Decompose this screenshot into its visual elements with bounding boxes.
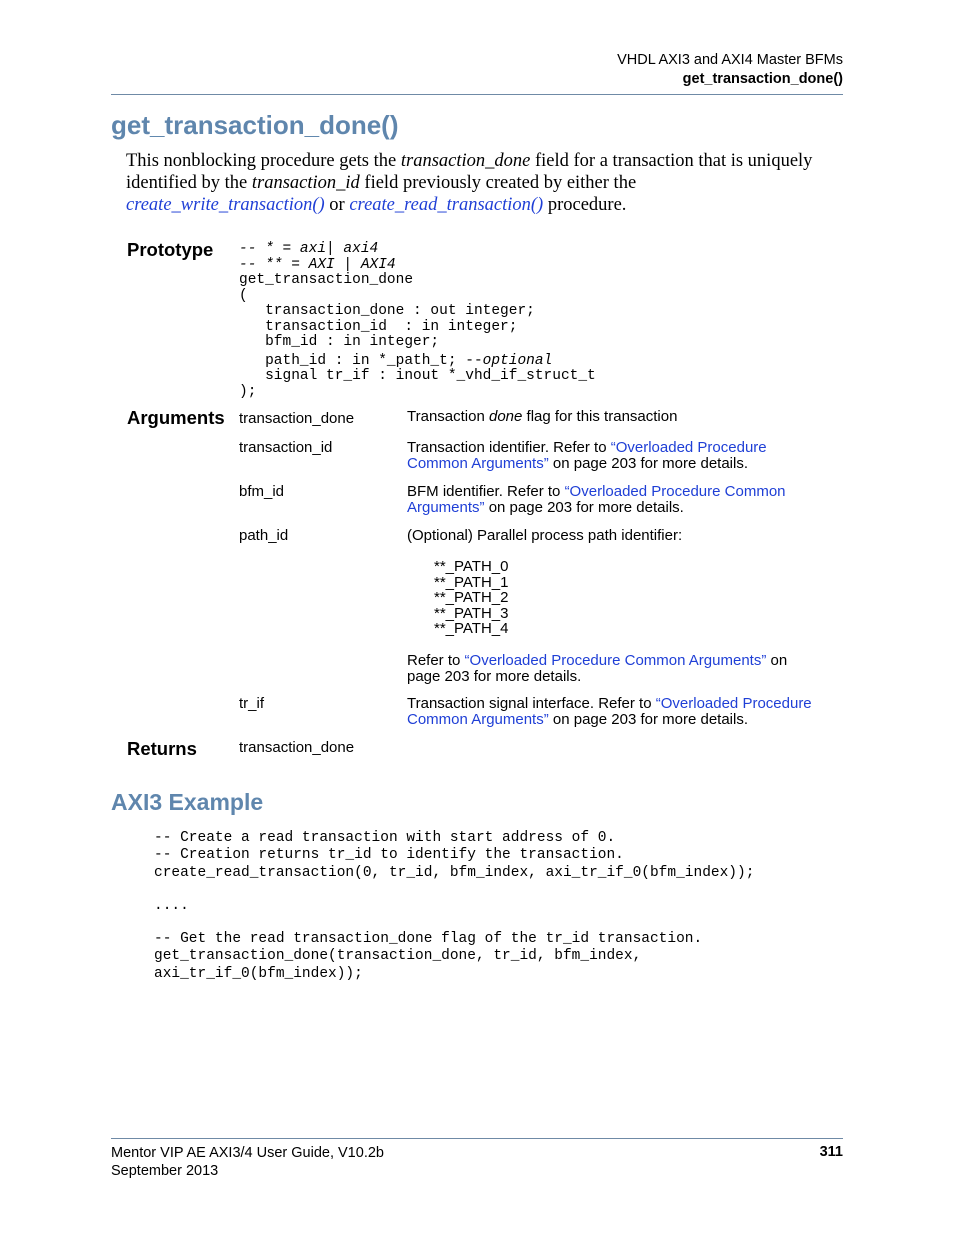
overloaded-args-link[interactable]: “Overloaded Procedure Common [564, 483, 786, 500]
prototype-line: transaction_done : out integer; [239, 303, 535, 319]
prototype-label: Prototype [127, 239, 214, 260]
example-ellipsis: .... [154, 897, 189, 914]
page-title: get_transaction_done() [111, 110, 399, 140]
arg-text: Transaction [407, 408, 489, 425]
arg-name-transaction-done: transaction_done [239, 410, 355, 427]
create-write-transaction-link[interactable]: create_write_transaction() [126, 195, 325, 215]
path-value: **_PATH_0 [434, 558, 509, 575]
intro-line-1 [126, 150, 846, 172]
arg-text: on [766, 652, 788, 669]
arg-name-path-id: path_id [239, 527, 289, 544]
arg-desc-line: page 203 for more details. [407, 668, 582, 685]
intro-text: procedure. [543, 195, 627, 215]
intro-text: field previously created by either the [359, 173, 637, 193]
prototype-line: get_transaction_done [239, 272, 414, 288]
example-line: -- Creation returns tr_id to identify the transaction. [154, 847, 624, 864]
arguments-label: Arguments [127, 407, 225, 428]
arg-text: Transaction signal interface. Refer to [407, 695, 656, 712]
overloaded-args-link[interactable]: Common Arguments” [407, 711, 549, 728]
prototype-line: path_id : in *_path_t; -- [239, 352, 483, 369]
intro-text: This nonblocking procedure gets the [126, 151, 401, 171]
overloaded-args-link[interactable]: “Overloaded Procedure [610, 439, 767, 456]
overloaded-args-link[interactable]: Arguments” [407, 499, 485, 516]
overloaded-args-link[interactable]: “Overloaded Procedure [655, 695, 812, 712]
prototype-line: ); [239, 383, 257, 400]
arg-desc-line [407, 712, 837, 728]
path-value: **_PATH_3 [434, 604, 509, 622]
prototype-line: transaction_id : in integer; [239, 318, 518, 335]
intro-em-transaction-done: transaction_done [400, 151, 531, 171]
overloaded-args-link[interactable]: “Overloaded Procedure Common Arguments” [464, 652, 767, 669]
arg-desc-line [407, 653, 837, 669]
arg-desc-line [407, 456, 837, 472]
path-values-list [434, 559, 508, 637]
footer-left [111, 1144, 384, 1180]
prototype-line: ( [239, 287, 248, 304]
arg-text: Refer to [407, 652, 465, 669]
prototype-comment-1: -- * = axi| axi4 [239, 241, 379, 257]
page-number: 311 [819, 1144, 843, 1160]
footer-guide: Mentor VIP AE AXI3/4 User Guide, V10.2b [111, 1145, 384, 1161]
arg-desc-transaction-done [407, 409, 837, 425]
running-header-chapter: VHDL AXI3 and AXI4 Master BFMs [617, 52, 843, 68]
prototype-comment-2: -- ** = AXI | AXI4 [239, 256, 396, 273]
arg-em-done: done [488, 408, 523, 425]
running-header [617, 51, 843, 89]
returns-value: transaction_done [239, 739, 355, 756]
example-code [154, 830, 754, 983]
arg-desc-line [407, 500, 837, 516]
prototype-line: bfm_id : in integer; [239, 334, 440, 350]
intro-paragraph [126, 150, 846, 216]
arg-desc-transaction-id [407, 440, 837, 472]
arg-desc-path-ref [407, 653, 837, 685]
intro-line-3 [126, 194, 846, 216]
prototype-code [239, 242, 596, 400]
arg-name-transaction-id: transaction_id [239, 439, 333, 456]
example-line: -- Get the read transaction_done flag of the tr_id transaction. [154, 931, 703, 948]
path-value: **_PATH_2 [434, 589, 509, 606]
example-title: AXI3 Example [111, 789, 264, 815]
arg-desc-bfm-id [407, 484, 837, 516]
intro-em-transaction-id: transaction_id [251, 173, 360, 193]
example-line: create_read_transaction(0, tr_id, bfm_index, axi_tr_if_0(bfm_index)); [154, 864, 755, 881]
returns-label: Returns [127, 738, 197, 759]
arg-desc-path-id: (Optional) Parallel process path identifier: [407, 527, 683, 544]
arg-desc-line [407, 484, 837, 500]
arg-desc-line [407, 440, 837, 456]
example-line: -- Create a read transaction with start address of 0. [154, 830, 616, 846]
intro-text: identified by the [126, 173, 252, 193]
overloaded-args-link[interactable]: Common Arguments” [407, 455, 549, 472]
arg-text: on page 203 for more details. [484, 499, 684, 516]
arg-text: on page 203 for more details. [548, 455, 749, 472]
path-value: **_PATH_1 [434, 573, 509, 591]
intro-text: field for a transaction that is uniquely [530, 151, 813, 171]
path-value: **_PATH_4 [434, 620, 509, 637]
intro-text: or [324, 195, 350, 215]
prototype-line-path [239, 351, 596, 370]
arg-name-tr-if: tr_if [239, 695, 265, 712]
footer-rule [111, 1138, 843, 1139]
arg-text: BFM identifier. Refer to [407, 483, 565, 500]
running-header-section: get_transaction_done() [682, 71, 843, 87]
prototype-line: signal tr_if : inout *_vhd_if_struct_t [239, 368, 596, 384]
example-line: get_transaction_done(transaction_done, tr_id, bfm_index, [154, 948, 642, 965]
arg-desc-line [407, 696, 837, 712]
arg-text: Transaction identifier. Refer to [407, 439, 611, 456]
arg-name-bfm-id: bfm_id [239, 483, 285, 500]
example-line: axi_tr_if_0(bfm_index)); [154, 965, 363, 982]
create-read-transaction-link[interactable]: create_read_transaction() [349, 195, 544, 215]
arg-text: flag for this transaction [522, 408, 678, 425]
prototype-optional: optional [482, 352, 553, 369]
arg-text: on page 203 for more details. [548, 711, 749, 728]
header-rule [111, 94, 843, 95]
intro-line-2 [126, 172, 846, 194]
footer-date: September 2013 [111, 1163, 219, 1179]
arg-desc-tr-if [407, 696, 837, 728]
